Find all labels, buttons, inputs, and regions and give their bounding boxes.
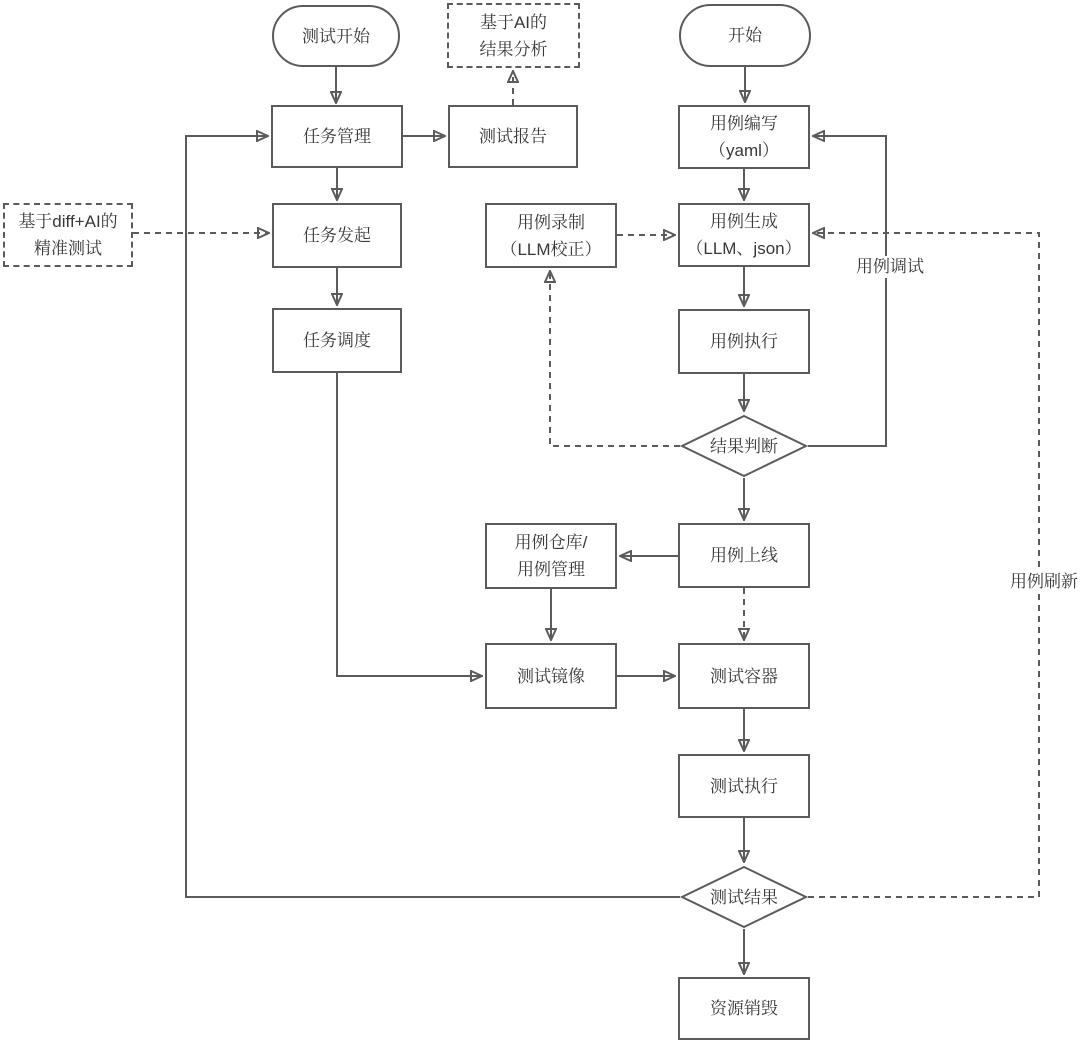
node-case-writing-line2: （yaml） xyxy=(709,141,779,160)
node-case-execution xyxy=(678,309,810,374)
node-result-judgment-label: 结果判断 xyxy=(710,436,778,456)
node-case-repository-line2: 用例管理 xyxy=(517,560,585,579)
node-case-writing xyxy=(678,105,810,169)
node-task-initiation-label: 任务发起 xyxy=(303,226,371,245)
node-test-start xyxy=(272,5,400,67)
node-test-image-label: 测试镜像 xyxy=(517,666,585,686)
node-case-repository-line1: 用例仓库/ xyxy=(514,533,588,552)
node-start xyxy=(679,4,811,67)
node-case-generation-line2: （LLM、json） xyxy=(686,239,802,258)
node-test-result xyxy=(680,865,808,929)
node-test-image xyxy=(485,643,617,709)
edge-result-judgment-to-case-writing-debug-loop xyxy=(808,136,886,446)
edge-label-case-refresh: 用例刷新 xyxy=(1007,571,1080,593)
node-start-label: 开始 xyxy=(728,26,762,45)
node-task-scheduling xyxy=(272,308,402,373)
node-case-online xyxy=(678,523,810,588)
node-resource-destruction xyxy=(678,977,810,1040)
node-task-management xyxy=(271,105,403,168)
node-result-judgment xyxy=(680,414,808,478)
node-test-result-label: 测试结果 xyxy=(710,887,778,907)
node-ai-result-analysis-line2: 结果分析 xyxy=(479,39,548,59)
edge-task-scheduling-to-test-image xyxy=(337,373,482,676)
node-case-recording-line2: （LLM校正） xyxy=(500,239,602,259)
node-diff-ai-precise-test-line1: 基于diff+AI的 xyxy=(18,212,118,231)
node-task-scheduling-label: 任务调度 xyxy=(303,331,371,350)
node-test-report-label: 测试报告 xyxy=(479,127,547,146)
edge-test-result-to-case-generation-refresh-loop xyxy=(808,233,1039,897)
node-case-writing-line1: 用例编写 xyxy=(710,114,778,133)
node-case-execution-label: 用例执行 xyxy=(710,332,778,351)
node-case-recording xyxy=(485,203,617,268)
node-case-recording-line1: 用例录制 xyxy=(517,212,585,232)
node-task-initiation xyxy=(272,203,402,268)
edge-label-case-debug: 用例调试 xyxy=(853,256,927,278)
node-case-online-label: 用例上线 xyxy=(710,546,778,565)
node-ai-result-analysis xyxy=(447,3,580,68)
node-diff-ai-precise-test xyxy=(3,203,133,267)
node-test-container-label: 测试容器 xyxy=(710,666,778,686)
node-test-report xyxy=(448,105,578,168)
node-test-execution xyxy=(678,754,810,818)
node-test-start-label: 测试开始 xyxy=(302,26,370,46)
node-case-repository xyxy=(485,523,617,589)
node-test-execution-label: 测试执行 xyxy=(710,776,778,796)
node-case-generation xyxy=(678,203,810,267)
node-test-container xyxy=(678,643,810,709)
node-task-management-label: 任务管理 xyxy=(303,127,371,146)
node-diff-ai-precise-test-line2: 精准测试 xyxy=(34,239,102,258)
node-case-generation-line1: 用例生成 xyxy=(710,212,778,231)
node-resource-destruction-label: 资源销毁 xyxy=(710,999,778,1018)
node-ai-result-analysis-line1: 基于AI的 xyxy=(479,12,548,32)
edge-result-judgment-to-case-recording xyxy=(550,271,680,446)
